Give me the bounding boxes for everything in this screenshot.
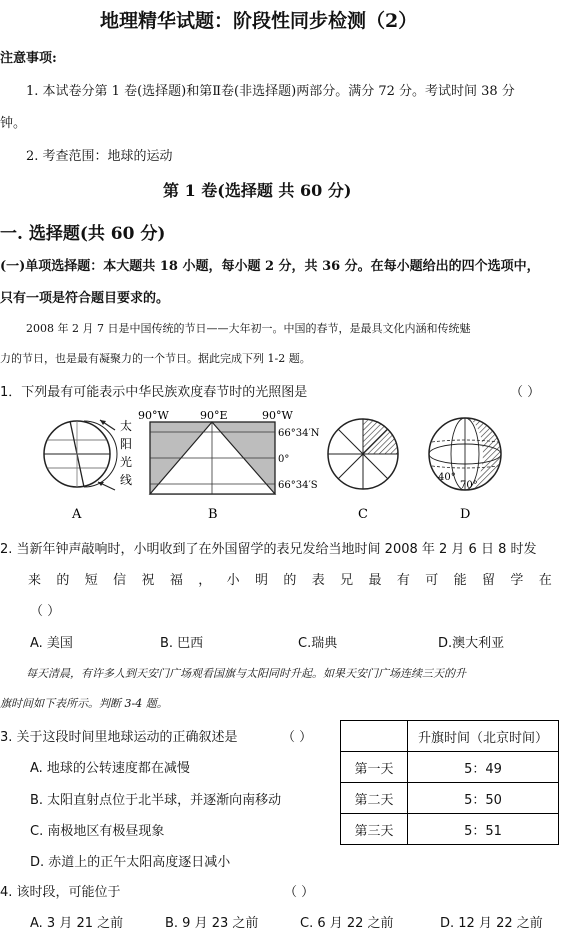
answer-blank-2: （ ） — [30, 604, 61, 619]
globe-d-lat-40: 40° — [438, 472, 456, 483]
volume-title: 第 1 卷(选择题 共 60 分) — [163, 181, 352, 200]
question-2: 2. 当新年钟声敲响时，小明收到了在外国留学的表兄发给当地时间 2008 年 2 月 6 日 8 时发 — [0, 542, 537, 557]
map-b — [150, 422, 275, 494]
passage-2: 每天清晨，有许多人到天安门广场观看国旗与太阳同时升起。如果天安门广场连续三天的升 — [26, 667, 466, 680]
table-cell-day: 第一天 — [341, 752, 408, 783]
lon-label-2: 90°E — [200, 409, 228, 422]
q3-option-c: C. 南极地区有极昼现象 — [30, 824, 165, 839]
table-cell-time: 5：50 — [408, 783, 559, 814]
word: 学 — [510, 573, 524, 588]
answer-blank-1: （ ） — [510, 385, 541, 400]
word: 短 — [84, 573, 98, 588]
table-cell-day: 第三天 — [341, 814, 408, 845]
notice-item-1-cont: 钟。 — [0, 116, 27, 131]
word: 明 — [255, 573, 269, 588]
sunlight-label-1: 太 — [120, 419, 133, 433]
table-row — [341, 721, 559, 752]
question-3: 3. 关于这段时间里地球运动的正确叙述是 — [0, 730, 238, 745]
passage-1-cont: 力的节日，也是最有凝聚力的一个节日。据此完成下列 1-2 题。 — [0, 352, 311, 365]
table-cell-day: 第二天 — [341, 783, 408, 814]
word: 可 — [425, 573, 439, 588]
q4-option-d: D. 12 月 22 之前 — [440, 916, 543, 931]
lon-label-1: 90°W — [138, 409, 169, 422]
question-1: 1．下列最有可能表示中华民族欢度春节时的光照图是 — [0, 385, 308, 400]
passage-1: 2008 年 2 月 7 日是中国传统的节日——大年初一。中国的春节，是最具文化内涵和传统魅 — [26, 322, 471, 335]
table-header: 升旗时间（北京时间） — [408, 721, 559, 752]
answer-blank-3: （ ） — [282, 730, 313, 745]
table-cell-empty — [341, 721, 408, 752]
q3-option-b: B. 太阳直射点位于北半球，并逐渐向南移动 — [30, 793, 282, 808]
illumination-figure — [40, 408, 540, 524]
question-2-cont — [28, 569, 552, 588]
q4-option-b: B. 9 月 23 之前 — [165, 916, 259, 931]
table-cell-time: 5：49 — [408, 752, 559, 783]
table-cell-time: 5：51 — [408, 814, 559, 845]
q4-option-a: A. 3 月 21 之前 — [30, 916, 124, 931]
subsection-instructions-cont: 只有一项是符合题目要求的。 — [0, 291, 170, 306]
word: 表 — [311, 573, 325, 588]
word: 留 — [482, 573, 496, 588]
globe-d-lat-70: 70° — [460, 480, 478, 491]
caption-d: D — [460, 507, 471, 522]
caption-c: C — [358, 507, 368, 522]
notice-heading: 注意事项: — [0, 51, 57, 66]
q2-option-b: B. 巴西 — [160, 636, 204, 651]
globe-c — [328, 419, 398, 489]
word: 兄 — [340, 573, 354, 588]
word: ， — [198, 573, 212, 588]
notice-item-1: 1. 本试卷分第 1 卷(选择题)和第Ⅱ卷(非选择题)两部分。满分 72 分。考试时间 38 分 — [26, 84, 515, 99]
q2-option-c: C.瑞典 — [298, 636, 338, 651]
lat-label-2: 0° — [278, 454, 290, 465]
q3-option-d: D. 赤道上的正午太阳高度逐日减小 — [30, 855, 231, 870]
answer-blank-4: （ ） — [284, 885, 315, 900]
lat-label-3: 66°34′S — [278, 480, 318, 491]
q3-option-a: A. 地球的公转速度都在减慢 — [30, 761, 190, 776]
sunlight-label-3: 光 — [120, 455, 133, 469]
table-row — [341, 752, 559, 783]
word: 信 — [113, 573, 127, 588]
table-row — [341, 814, 559, 845]
q2-option-d: D.澳大利亚 — [438, 636, 505, 651]
table-row — [341, 783, 559, 814]
word: 的 — [283, 573, 297, 588]
flag-raising-table — [340, 720, 559, 845]
caption-b: B — [208, 507, 218, 522]
word: 最 — [368, 573, 382, 588]
lat-label-1: 66°34′N — [278, 428, 320, 439]
subsection-instructions: (一)单项选择题：本大题共 18 小题，每小题 2 分，共 36 分。在每小题给出的四个选项中， — [0, 259, 540, 274]
page-title: 地理精华试题：阶段性同步检测（2） — [100, 10, 418, 32]
lon-label-3: 90°W — [262, 409, 293, 422]
word: 来 — [28, 573, 42, 588]
q4-option-c: C. 6 月 22 之前 — [300, 916, 394, 931]
sunlight-label-4: 线 — [120, 473, 133, 487]
word: 小 — [226, 573, 240, 588]
word: 能 — [453, 573, 467, 588]
word: 有 — [396, 573, 410, 588]
q2-option-a: A. 美国 — [30, 636, 73, 651]
passage-2-cont: 旗时间如下表所示。判断 3-4 题。 — [0, 697, 168, 710]
word: 祝 — [141, 573, 155, 588]
word: 的 — [56, 573, 70, 588]
word: 福 — [169, 573, 183, 588]
notice-item-2: 2. 考查范围：地球的运动 — [26, 149, 173, 164]
caption-a: A — [72, 507, 82, 522]
question-4: 4. 该时段，可能位于 — [0, 885, 121, 900]
sunlight-label-2: 阳 — [120, 437, 133, 451]
section-title: 一. 选择题(共 60 分) — [0, 224, 166, 244]
word: 在 — [538, 573, 552, 588]
